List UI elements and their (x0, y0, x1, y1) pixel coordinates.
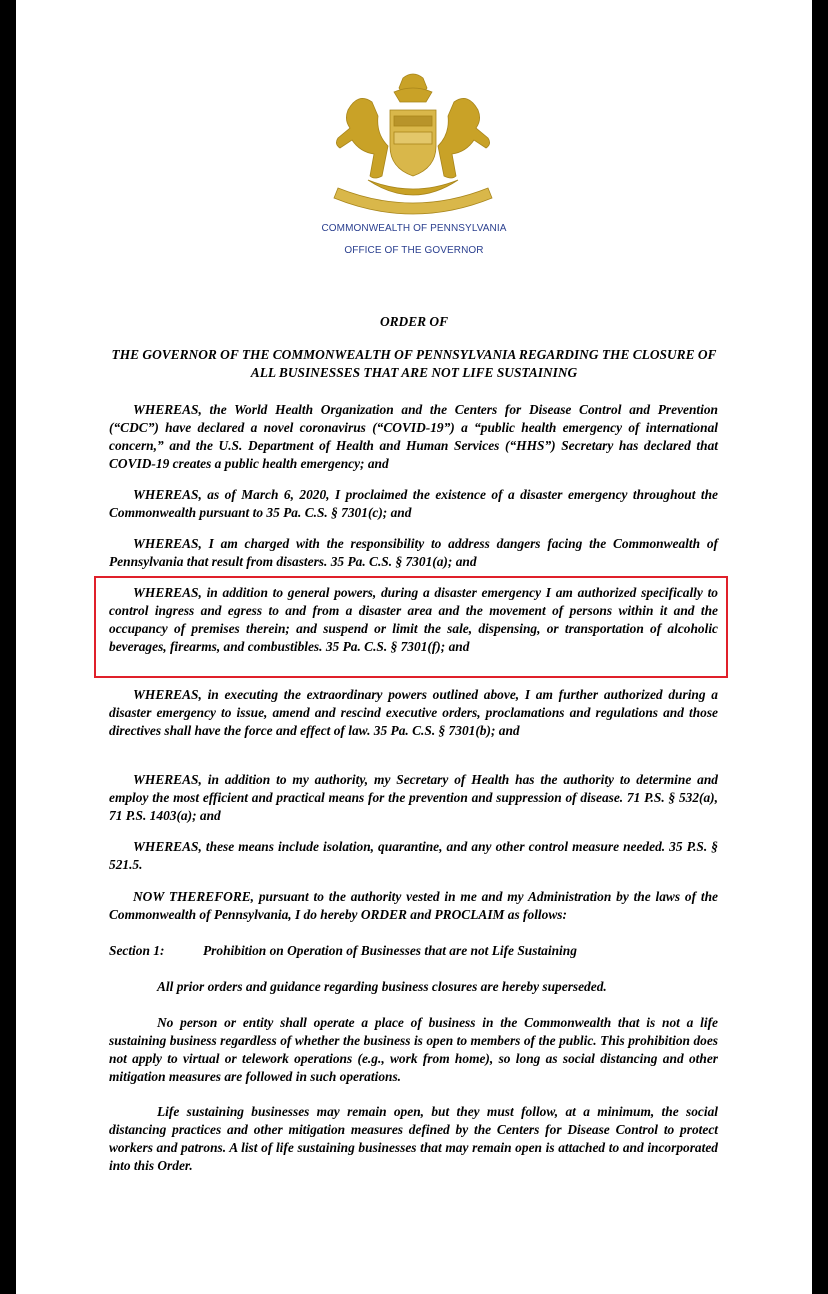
section-paragraph-2: No person or entity shall operate a place of business in the Commonwealth that is not a life sustaining business regardless of whether the business is open to members of the public. This prohibition does not apply to virtual or telework operations (e.g., work from home), so long as social distancing and other mitigation measures are followed in such operations. (109, 1015, 718, 1084)
now-therefore-paragraph: NOW THEREFORE, pursuant to the authority vested in me and my Administration by the laws of the Commonwealth of Pennsylvania, I do hereby ORDER and PROCLAIM as follows: (109, 889, 718, 922)
whereas-paragraph-7: WHEREAS, these means include isolation, quarantine, and any other control measure needed. 35 P.S. § 521.5. (109, 839, 718, 872)
whereas-paragraph-5: WHEREAS, in executing the extraordinary powers outlined above, I am further authorized during a disaster emergency to issue, amend and rescind executive orders, proclamations and regulations and those directives shall have the force and effect of law. 35 Pa. C.S. § 7301(b); and (109, 687, 718, 738)
letterhead-commonwealth: COMMONWEALTH OF PENNSYLVANIA (321, 223, 507, 234)
whereas-paragraph-6: WHEREAS, in addition to my authority, my Secretary of Health has the authority to determine and employ the most efficient and practical means for the prevention and suppression of disease. 71 P.S. § 532(a), 71 P.S. 1403(a); and (109, 772, 718, 823)
section-title: Prohibition on Operation of Businesses that are not Life Sustaining (203, 943, 577, 958)
section-heading (109, 942, 718, 960)
whereas-paragraph-4: WHEREAS, in addition to general powers, during a disaster emergency I am authorized specifically to control ingress and egress to and from a disaster area and the movement of persons within it and the occupancy of premises therein; and suspend or limit the sale, dispensing, or transportation of alcoholic beverages, firearms, and combustibles. 35 Pa. C.S. § 7301(f); and (109, 585, 718, 654)
pennsylvania-coat-of-arms-icon (308, 70, 518, 220)
whereas-paragraph-2: WHEREAS, as of March 6, 2020, I proclaimed the existence of a disaster emergency throughout the Commonwealth pursuant to 35 Pa. C.S. § 7301(c); and (109, 487, 718, 520)
whereas-paragraph-3: WHEREAS, I am charged with the responsibility to address dangers facing the Commonwealth of Pennsylvania that result from disasters. 35 Pa. C.S. § 7301(a); and (109, 536, 718, 569)
whereas-paragraph-1: WHEREAS, the World Health Organization and the Centers for Disease Control and Prevention (“CDC”) have declared a novel coronavirus (“COVID-19”) a “public health emergency of international concern,” and the U.S. Department of Health and Human Services (“HHS”) Secretary has declared that COVID-19 creates a public health emergency; and (109, 402, 718, 471)
order-subtitle: THE GOVERNOR OF THE COMMONWEALTH OF PENNSYLVANIA REGARDING THE CLOSURE OF ALL BUSINESSES THAT ARE NOT LIFE SUSTAINING (111, 347, 717, 380)
section-paragraph-3: Life sustaining businesses may remain open, but they must follow, at a minimum, the social distancing practices and other mitigation measures defined by the Centers for Disease Control to protect workers and patrons. A list of life sustaining businesses that may remain open is attached to and incorporated into this Order. (109, 1104, 718, 1173)
highlight-box (94, 576, 728, 678)
order-title: ORDER OF (379, 314, 449, 329)
section-paragraph-1: All prior orders and guidance regarding business closures are hereby superseded. (157, 979, 607, 994)
section-number: Section 1: (109, 943, 165, 958)
letterhead-office: OFFICE OF THE GOVERNOR (344, 245, 484, 256)
